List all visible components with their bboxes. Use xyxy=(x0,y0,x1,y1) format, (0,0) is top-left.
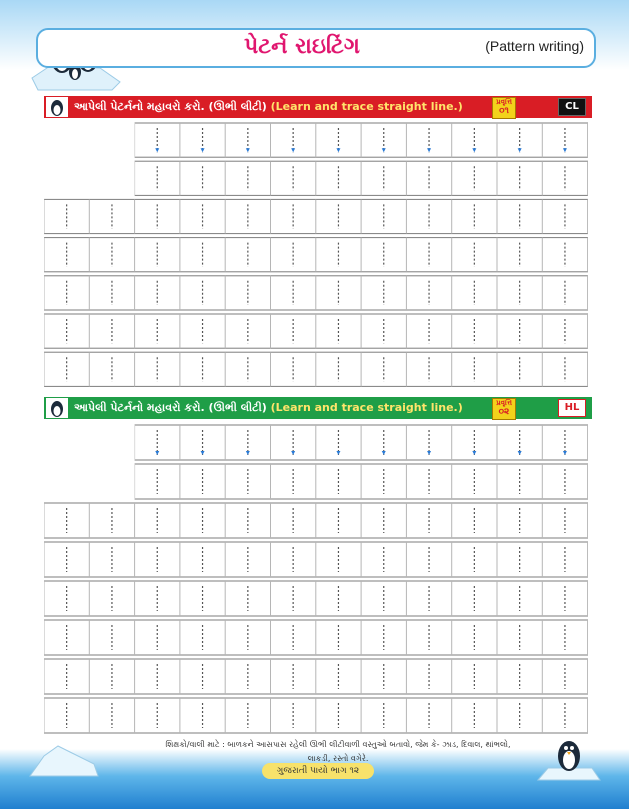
instruction-english: (Learn and trace straight line.) xyxy=(270,100,463,113)
trace-line xyxy=(155,430,159,455)
trace-line xyxy=(518,128,522,152)
page-subtitle: (Pattern writing) xyxy=(485,38,584,54)
trace-line xyxy=(246,430,250,455)
line-type-tag: HL xyxy=(558,399,586,417)
trace-line xyxy=(336,430,340,455)
teacher-note xyxy=(138,738,538,766)
page-header xyxy=(36,28,596,68)
trace-line xyxy=(291,430,295,455)
tracing-grid-1 xyxy=(44,122,588,390)
penguin-icon xyxy=(46,398,68,418)
page-title: પેટર્ન રાઇટિંગ xyxy=(244,34,360,59)
ice-floe-icon xyxy=(28,742,100,780)
trace-line xyxy=(518,430,522,455)
activity-bar-2 xyxy=(44,397,592,419)
trace-line xyxy=(246,128,250,152)
trace-line xyxy=(563,430,567,455)
trace-line xyxy=(201,430,205,455)
badge-word: પ્રવૃત્તિ xyxy=(496,399,512,407)
badge-number: ૦૧ xyxy=(499,106,509,116)
trace-line xyxy=(155,128,159,152)
tracing-grid-2 xyxy=(44,424,588,736)
activity-badge xyxy=(492,398,516,420)
instruction-gujarati: આપેલી પેટર્નનો મહાવરો કરો. (ઊભી લીટી) xyxy=(74,100,267,113)
penguin-icon xyxy=(536,740,602,784)
trace-line xyxy=(472,430,476,455)
trace-line xyxy=(336,128,340,152)
badge-number: ૦૨ xyxy=(498,407,510,417)
trace-line xyxy=(382,128,386,152)
trace-line xyxy=(291,128,295,152)
trace-line xyxy=(563,128,567,152)
trace-line xyxy=(472,128,476,152)
activity-badge xyxy=(492,97,516,119)
trace-line xyxy=(427,430,431,455)
line-type-tag: CL xyxy=(558,98,586,116)
instruction-gujarati: આપેલી પેટર્નનો મહાવરો કરો. (ઊભી લીટી) xyxy=(74,401,267,414)
badge-word: પ્રવૃત્તિ xyxy=(496,98,512,106)
trace-line xyxy=(382,430,386,455)
activity-bar-1 xyxy=(44,96,592,118)
instruction-english: (Learn and trace straight line.) xyxy=(270,401,463,414)
trace-line xyxy=(201,128,205,152)
teacher-note-line-2: લાકડી, રસ્તો વગેરે. xyxy=(307,754,369,763)
page-label: ગુજરાતી પાયો ભાગ ૧૨ xyxy=(262,763,374,779)
teacher-note-line-1: શિક્ષકો/વાલી માટે : બાળકને આસપાસ રહેલી ઊભી લીટીવાળી વસ્તુઓ બતાવો, જેમ કે- ઝાડ, દિવાલ, થાંભલો, xyxy=(165,740,511,749)
penguin-icon xyxy=(46,97,68,117)
trace-line xyxy=(427,128,431,152)
